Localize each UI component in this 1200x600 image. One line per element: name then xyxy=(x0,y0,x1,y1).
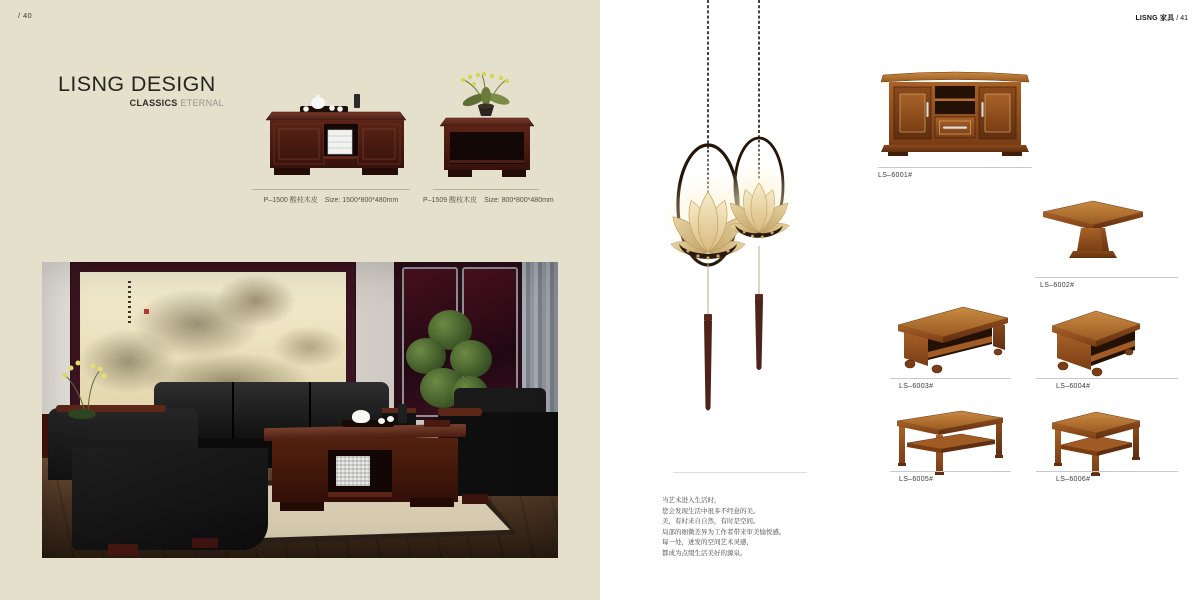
ls6004-table-illustration xyxy=(1047,298,1145,380)
teapot xyxy=(352,410,370,423)
brand-title: LISNG DESIGN xyxy=(58,72,216,96)
p1509-caption: P–1509 酸枝木皮 Size: 800*800*480mm xyxy=(423,197,554,204)
ls6005-table-illustration xyxy=(893,403,1007,477)
ls6002-table-illustration xyxy=(1040,199,1146,263)
armchair-left-foot xyxy=(108,544,138,556)
table-foot xyxy=(410,498,454,507)
brand-block xyxy=(58,72,224,108)
ls6006-label: LS–6006# xyxy=(1056,476,1091,483)
armchair-left xyxy=(72,448,268,550)
ls6001-cabinet-illustration xyxy=(880,66,1030,158)
living-room-photo xyxy=(42,262,558,558)
product-rule xyxy=(1036,471,1178,472)
p1500-table-illustration xyxy=(262,82,412,184)
ls6002-label: LS–6002# xyxy=(1040,282,1075,289)
teacup xyxy=(387,416,394,422)
caption-rule xyxy=(252,189,410,190)
product-rule xyxy=(1035,277,1178,278)
product-rule xyxy=(878,167,1032,168)
caption-rule xyxy=(433,189,539,190)
product-rule xyxy=(890,471,1011,472)
left-page-number: / 40 xyxy=(18,11,33,20)
ls6003-label: LS–6003# xyxy=(899,383,934,390)
ls6001-label: LS–6001# xyxy=(878,172,913,179)
teacup xyxy=(378,418,385,424)
right-page-header xyxy=(1135,13,1188,23)
red-box xyxy=(424,420,450,427)
p1509-table-illustration xyxy=(434,72,540,182)
product-rule xyxy=(890,378,1011,379)
ls6003-table-illustration xyxy=(893,298,1013,380)
intro-paragraph: 当艺术进入生活时， 您会发现生活中很多不经意的美。 美，有时来自自然，有时是空间。 局部的细微差异为工作者带来审美愉悦感。 每一处，迸发的空间艺术灵感， 都成为点缀生活美好的源泉。 xyxy=(662,497,786,557)
ls6004-label: LS–6004# xyxy=(1056,383,1091,390)
lotus-pendant-lamp-illustration xyxy=(635,0,815,475)
product-rule xyxy=(1036,378,1178,379)
header-brand: LISNG 家具 xyxy=(1135,15,1175,22)
table-foot xyxy=(280,502,324,511)
orchid-plant xyxy=(52,350,122,420)
ls6005-label: LS–6005# xyxy=(899,476,934,483)
p1500-caption: P–1500 酸枝木皮 Size: 1500*800*480mm xyxy=(263,197,399,204)
thermos xyxy=(398,404,407,423)
coffee-table-shelf xyxy=(328,492,392,497)
ls6006-table-illustration xyxy=(1047,401,1145,479)
brand-subtitle: CLASSICS ETERNAL xyxy=(129,98,224,108)
armchair-left-foot xyxy=(192,538,218,548)
armchair-right-foot xyxy=(462,494,488,504)
lamp-rule xyxy=(673,472,807,473)
white-basket xyxy=(336,456,370,486)
right-page-number: / 41 xyxy=(1174,15,1188,22)
